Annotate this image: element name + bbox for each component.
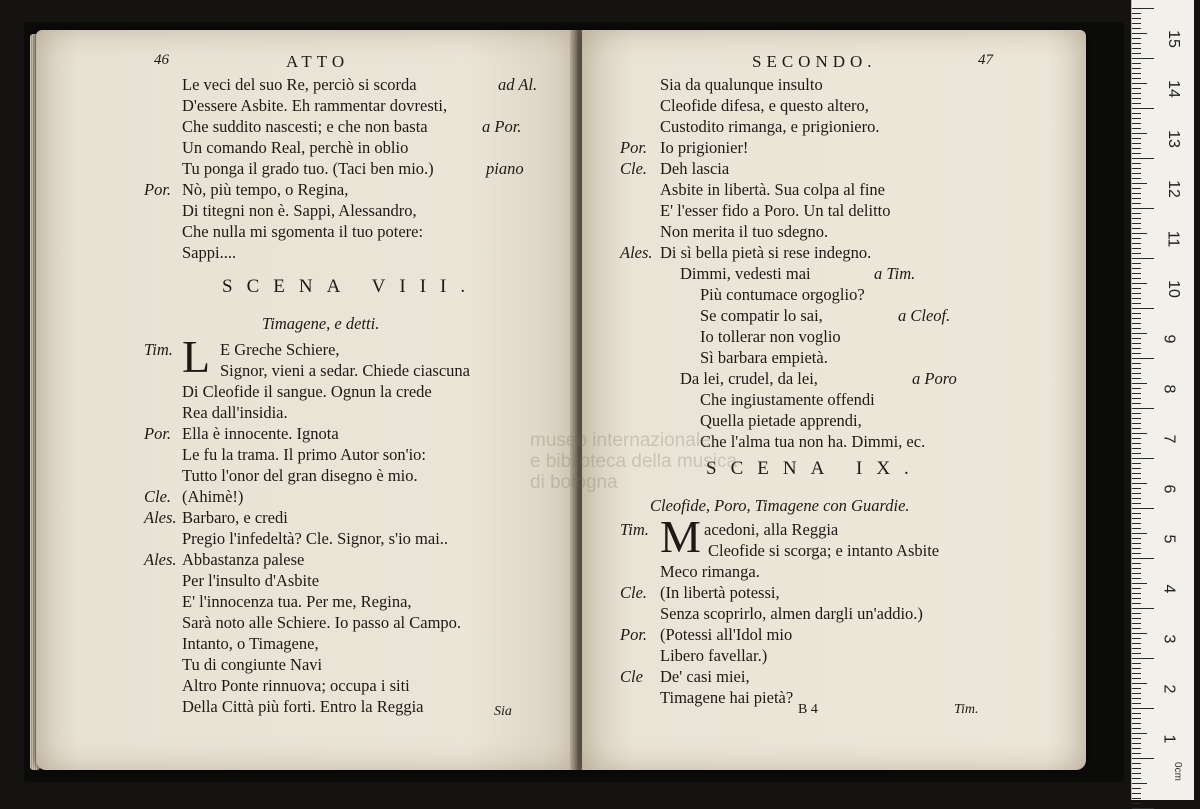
- ruler-tick: [1132, 133, 1147, 134]
- verse-line: Sappi....: [182, 243, 237, 262]
- verse-line: Intanto, o Timagene,: [182, 634, 319, 653]
- ruler-tick: [1132, 243, 1141, 244]
- ruler-tick: [1132, 798, 1141, 799]
- scene-cast: Timagene, e detti.: [262, 314, 380, 333]
- ruler-tick: [1132, 328, 1141, 329]
- ruler-tick: [1132, 433, 1147, 434]
- ruler-tick: [1132, 633, 1147, 634]
- ruler-tick: [1132, 383, 1147, 384]
- ruler-tick: [1132, 388, 1141, 389]
- ruler-tick: [1132, 403, 1141, 404]
- ruler-tick: [1132, 78, 1141, 79]
- ruler-number: 3: [1160, 634, 1178, 644]
- ruler-tick: [1132, 178, 1141, 179]
- verse-line: Della Città più forti. Entro la Reggia: [182, 697, 424, 716]
- ruler-tick: [1132, 173, 1141, 174]
- speaker-label: Por.: [144, 180, 172, 199]
- ruler-tick: [1132, 413, 1141, 414]
- ruler-number: 12: [1164, 180, 1182, 198]
- running-header-right: SECONDO.: [752, 52, 877, 71]
- right-page: [582, 30, 1086, 770]
- ruler-tick: [1132, 463, 1141, 464]
- verse-line: Non merita il tuo sdegno.: [660, 222, 829, 241]
- ruler-tick: [1132, 313, 1141, 314]
- verse-line: E' l'innocenza tua. Per me, Regina,: [182, 592, 412, 611]
- ruler-tick: [1132, 288, 1141, 289]
- ruler-tick: [1132, 38, 1141, 39]
- ruler-tick: [1132, 458, 1154, 459]
- speaker-label: Cle.: [620, 159, 648, 178]
- ruler-tick: [1132, 68, 1141, 69]
- speaker-label: Por.: [620, 625, 648, 644]
- speaker-label: Ales.: [144, 550, 177, 569]
- ruler-tick: [1132, 148, 1141, 149]
- ruler-tick: [1132, 208, 1154, 209]
- ruler-tick: [1132, 183, 1147, 184]
- speaker-label: Cle.: [144, 487, 172, 506]
- ruler-tick: [1132, 738, 1141, 739]
- ruler-number: 4: [1160, 584, 1178, 594]
- verse-line: Le veci del suo Re, perciò si scorda: [182, 75, 417, 94]
- ruler-tick: [1132, 158, 1154, 159]
- running-header-left: ATTO: [286, 52, 350, 71]
- verse-line: Ella è innocente. Ignota: [182, 424, 339, 443]
- ruler-tick: [1132, 338, 1141, 339]
- verse-line: Tu ponga il grado tuo. (Taci ben mio.): [182, 159, 434, 178]
- ruler-tick: [1132, 488, 1141, 489]
- ruler-tick: [1132, 708, 1154, 709]
- verse-line: (Potessi all'Idol mio: [660, 625, 793, 644]
- ruler-tick: [1132, 23, 1141, 24]
- ruler-tick: [1132, 233, 1147, 234]
- ruler-tick: [1132, 353, 1141, 354]
- ruler-tick: [1132, 273, 1141, 274]
- ruler-tick: [1132, 238, 1141, 239]
- ruler-tick: [1132, 563, 1141, 564]
- verse-line: Cleofide difesa, e questo altero,: [660, 96, 869, 115]
- verse-line: Che nulla mi sgomenta il tuo potere:: [182, 222, 424, 241]
- verse-line: Rea dall'insidia.: [182, 403, 288, 422]
- ruler-tick: [1132, 648, 1141, 649]
- ruler-number: 10: [1164, 280, 1182, 298]
- speaker-label: Tim.: [620, 520, 649, 539]
- ruler-tick: [1132, 103, 1141, 104]
- ruler-tick: [1132, 508, 1154, 509]
- measuring-ruler: [1131, 0, 1194, 800]
- ruler-tick: [1132, 503, 1141, 504]
- ruler-tick: [1132, 258, 1154, 259]
- catchword-left: Sia: [494, 704, 512, 719]
- speaker-label: Tim.: [144, 340, 173, 359]
- ruler-tick: [1132, 283, 1147, 284]
- ruler-tick: [1132, 93, 1141, 94]
- ruler-tick: [1132, 83, 1147, 84]
- ruler-tick: [1132, 323, 1141, 324]
- ruler-tick: [1132, 8, 1154, 9]
- ruler-tick: [1132, 733, 1147, 734]
- speaker-label: Ales.: [620, 243, 653, 262]
- ruler-number: 15: [1164, 30, 1182, 48]
- watermark-line: e biblioteca della musica: [530, 451, 738, 472]
- ruler-tick: [1132, 123, 1141, 124]
- ruler-tick: [1132, 453, 1141, 454]
- ruler-tick: [1132, 638, 1141, 639]
- ruler-tick: [1132, 248, 1141, 249]
- verse-line: Meco rimanga.: [660, 562, 760, 581]
- ruler-tick: [1132, 533, 1147, 534]
- ruler-tick: [1132, 308, 1154, 309]
- ruler-tick: [1132, 683, 1147, 684]
- ruler-tick: [1132, 108, 1154, 109]
- ruler-tick: [1132, 333, 1147, 334]
- ruler-tick: [1132, 438, 1141, 439]
- ruler-tick: [1132, 268, 1141, 269]
- verse-line: Che suddito nascesti; e che non basta: [182, 117, 428, 136]
- ruler-tick: [1132, 393, 1141, 394]
- ruler-tick: [1132, 118, 1141, 119]
- ruler-tick: [1132, 443, 1141, 444]
- watermark-line: museo internazionale: [530, 430, 711, 451]
- verse-line: Cleofide si scorga; e intanto Asbite: [708, 541, 940, 560]
- verse-line: Se compatir lo sai,: [700, 306, 823, 325]
- left-page: [36, 30, 576, 770]
- stage-direction: a Cleof.: [898, 306, 951, 325]
- ruler-tick: [1132, 448, 1141, 449]
- ruler-unit-label: 0cm: [1171, 762, 1183, 781]
- ruler-tick: [1132, 548, 1141, 549]
- ruler-tick: [1132, 603, 1141, 604]
- ruler-tick: [1132, 553, 1141, 554]
- ruler-number: 14: [1164, 80, 1182, 98]
- ruler-tick: [1132, 493, 1141, 494]
- ruler-tick: [1132, 498, 1141, 499]
- ruler-tick: [1132, 373, 1141, 374]
- ruler-tick: [1132, 63, 1141, 64]
- scene-title-viii: SCENA VIII.: [222, 276, 480, 297]
- verse-line: Altro Ponte rinnuova; occupa i siti: [182, 676, 410, 695]
- ruler-tick: [1132, 28, 1141, 29]
- verse-line: Nò, più tempo, o Regina,: [182, 180, 349, 199]
- ruler-tick: [1132, 53, 1141, 54]
- ruler-tick: [1132, 218, 1141, 219]
- ruler-tick: [1132, 703, 1141, 704]
- ruler-number: 5: [1160, 534, 1178, 544]
- ruler-tick: [1132, 318, 1141, 319]
- watermark-line: di bologna: [530, 472, 618, 493]
- verse-line: Abbastanza palese: [182, 550, 305, 569]
- verse-line: Più contumace orgoglio?: [700, 285, 865, 304]
- verse-line: Barbaro, e credi: [182, 508, 288, 527]
- ruler-tick: [1132, 228, 1141, 229]
- verse-line: Deh lascia: [660, 159, 730, 178]
- verse-line: acedoni, alla Reggia: [704, 520, 839, 539]
- ruler-tick: [1132, 98, 1141, 99]
- ruler-tick: [1132, 398, 1141, 399]
- ruler-tick: [1132, 428, 1141, 429]
- ruler-tick: [1132, 673, 1141, 674]
- verse-line: Tu di congiunte Navi: [182, 655, 323, 674]
- ruler-tick: [1132, 73, 1141, 74]
- page-number-right: 47: [978, 52, 993, 68]
- drop-cap-l: L: [182, 331, 211, 382]
- speaker-label: Por.: [620, 138, 648, 157]
- signature-mark: B 4: [798, 702, 818, 717]
- verse-line: (Ahimè!): [182, 487, 244, 506]
- ruler-tick: [1132, 48, 1141, 49]
- page-number-left: 46: [154, 52, 169, 68]
- ruler-tick: [1132, 728, 1141, 729]
- ruler-tick: [1132, 678, 1141, 679]
- scene-cast: Cleofide, Poro, Timagene con Guardie.: [650, 496, 910, 515]
- ruler-number: 11: [1164, 230, 1182, 248]
- ruler-tick: [1132, 278, 1141, 279]
- verse-line: Quella pietade apprendi,: [700, 411, 862, 430]
- ruler-tick: [1132, 188, 1141, 189]
- verse-line: De' casi miei,: [660, 667, 750, 686]
- ruler-tick: [1132, 593, 1141, 594]
- ruler-tick: [1132, 58, 1154, 59]
- ruler-tick: [1132, 348, 1141, 349]
- ruler-tick: [1132, 623, 1141, 624]
- verse-line: E' l'esser fido a Poro. Un tal delitto: [660, 201, 891, 220]
- ruler-tick: [1132, 613, 1141, 614]
- verse-line: Che l'alma tua non ha. Dimmi, ec.: [700, 432, 926, 451]
- ruler-tick: [1132, 768, 1141, 769]
- ruler-tick: [1132, 578, 1141, 579]
- ruler-tick: [1132, 88, 1141, 89]
- ruler-tick: [1132, 618, 1141, 619]
- verse-line: Signor, vieni a sedar. Chiede ciascuna: [220, 361, 470, 380]
- ruler-tick: [1132, 198, 1141, 199]
- scene-title-ix: SCENA IX.: [706, 458, 923, 479]
- stage-direction: ad Al.: [498, 75, 538, 94]
- verse-line: Dimmi, vedesti mai: [680, 264, 811, 283]
- drop-cap-m: M: [660, 511, 701, 562]
- verse-line: Timagene hai pietà?: [660, 688, 794, 707]
- ruler-tick: [1132, 33, 1147, 34]
- ruler-tick: [1132, 538, 1141, 539]
- ruler-tick: [1132, 213, 1141, 214]
- ruler-number: 2: [1160, 684, 1178, 694]
- ruler-tick: [1132, 698, 1141, 699]
- ruler-tick: [1132, 598, 1141, 599]
- ruler-tick: [1132, 693, 1141, 694]
- ruler-tick: [1132, 143, 1141, 144]
- ruler-number: 13: [1164, 130, 1182, 148]
- ruler-tick: [1132, 113, 1141, 114]
- verse-line: D'essere Asbite. Eh rammentar dovresti,: [182, 96, 448, 115]
- ruler-tick: [1132, 803, 1141, 804]
- ruler-tick: [1132, 573, 1141, 574]
- ruler-tick: [1132, 153, 1141, 154]
- ruler-tick: [1132, 518, 1141, 519]
- ruler-tick: [1132, 543, 1141, 544]
- ruler-tick: [1132, 628, 1141, 629]
- verse-line: Di titegni non è. Sappi, Alessandro,: [182, 201, 417, 220]
- ruler-tick: [1132, 368, 1141, 369]
- ruler-tick: [1132, 668, 1141, 669]
- ruler-number: 9: [1160, 334, 1178, 344]
- verse-line: Da lei, crudel, da lei,: [680, 369, 818, 388]
- ruler-number: 7: [1160, 434, 1178, 444]
- ruler-tick: [1132, 763, 1141, 764]
- ruler-tick: [1132, 193, 1141, 194]
- ruler-tick: [1132, 523, 1141, 524]
- ruler-tick: [1132, 793, 1141, 794]
- ruler-tick: [1132, 713, 1141, 714]
- ruler-tick: [1132, 528, 1141, 529]
- ruler-tick: [1132, 778, 1141, 779]
- ruler-tick: [1132, 688, 1141, 689]
- ruler-tick: [1132, 378, 1141, 379]
- speaker-label: Por.: [144, 424, 172, 443]
- stage-direction: a Tim.: [874, 264, 916, 283]
- verse-line: Sarà noto alle Schiere. Io passo al Campo.: [182, 613, 462, 632]
- ruler-tick: [1132, 658, 1154, 659]
- ruler-tick: [1132, 558, 1154, 559]
- verse-line: Io tollerar non voglio: [700, 327, 841, 346]
- verse-line: Senza scoprirlo, almen dargli un'addio.): [660, 604, 923, 623]
- speaker-label: Ales.: [144, 508, 177, 527]
- ruler-tick: [1132, 743, 1141, 744]
- verse-line: Sia da qualunque insulto: [660, 75, 823, 94]
- verse-line: Un comando Real, perchè in oblio: [182, 138, 409, 157]
- ruler-tick: [1132, 643, 1141, 644]
- ruler-tick: [1132, 263, 1141, 264]
- ruler-tick: [1132, 43, 1141, 44]
- ruler-tick: [1132, 303, 1141, 304]
- ruler-number: 8: [1160, 384, 1178, 394]
- stage-direction: a Poro: [912, 369, 957, 388]
- ruler-number: 1: [1160, 734, 1178, 744]
- ruler-tick: [1132, 653, 1141, 654]
- verse-line: Sì barbara empietà.: [700, 348, 828, 367]
- ruler-tick: [1132, 788, 1141, 789]
- ruler-tick: [1132, 773, 1141, 774]
- verse-line: Tutto l'onor del gran disegno è mio.: [182, 466, 418, 485]
- verse-line: Che ingiustamente offendi: [700, 390, 875, 409]
- verse-line: E Greche Schiere,: [220, 340, 340, 359]
- ruler-tick: [1132, 718, 1141, 719]
- ruler-tick: [1132, 253, 1141, 254]
- ruler-tick: [1132, 13, 1141, 14]
- verse-line: Di Cleofide il sangue. Ognun la crede: [182, 382, 432, 401]
- ruler-tick: [1132, 163, 1141, 164]
- ruler-tick: [1132, 418, 1141, 419]
- ruler-tick: [1132, 473, 1141, 474]
- ruler-tick: [1132, 298, 1141, 299]
- ruler-tick: [1132, 568, 1141, 569]
- verse-line: Custodito rimanga, e prigioniero.: [660, 117, 880, 136]
- ruler-tick: [1132, 723, 1141, 724]
- verse-line: (In libertà potessi,: [660, 583, 780, 602]
- ruler-number: 6: [1160, 484, 1178, 494]
- ruler-tick: [1132, 483, 1147, 484]
- verse-line: Asbite in libertà. Sua colpa al fine: [660, 180, 885, 199]
- ruler-tick: [1132, 138, 1141, 139]
- catchword-right: Tim.: [954, 702, 979, 717]
- speaker-label: Cle: [620, 667, 643, 686]
- ruler-tick: [1132, 758, 1154, 759]
- ruler-tick: [1132, 363, 1141, 364]
- ruler-tick: [1132, 168, 1141, 169]
- ruler-tick: [1132, 203, 1141, 204]
- ruler-tick: [1132, 423, 1141, 424]
- verse-line: Di sì bella pietà si rese indegno.: [660, 243, 872, 262]
- stage-direction: piano: [486, 159, 524, 178]
- ruler-tick: [1132, 608, 1154, 609]
- ruler-tick: [1132, 408, 1154, 409]
- speaker-label: Cle.: [620, 583, 648, 602]
- ruler-tick: [1132, 358, 1154, 359]
- ruler-tick: [1132, 343, 1141, 344]
- ruler-tick: [1132, 748, 1141, 749]
- ruler-tick: [1132, 223, 1141, 224]
- ruler-tick: [1132, 128, 1141, 129]
- verse-line: Io prigionier!: [660, 138, 749, 157]
- verse-line: Pregio l'infedeltà? Cle. Signor, s'io mai..: [182, 529, 449, 548]
- ruler-tick: [1132, 18, 1141, 19]
- ruler-tick: [1132, 753, 1141, 754]
- verse-line: Libero favellar.): [660, 646, 768, 665]
- ruler-tick: [1132, 468, 1141, 469]
- ruler-tick: [1132, 783, 1147, 784]
- ruler-tick: [1132, 513, 1141, 514]
- ruler-tick: [1132, 583, 1147, 584]
- verse-line: Le fu la trama. Il primo Autor son'io:: [182, 445, 427, 464]
- stage-direction: a Por.: [482, 117, 522, 136]
- ruler-tick: [1132, 293, 1141, 294]
- verse-line: Per l'insulto d'Asbite: [182, 571, 320, 590]
- ruler-tick: [1132, 588, 1141, 589]
- ruler-tick: [1132, 663, 1141, 664]
- ruler-tick: [1132, 478, 1141, 479]
- library-watermark: [530, 430, 737, 493]
